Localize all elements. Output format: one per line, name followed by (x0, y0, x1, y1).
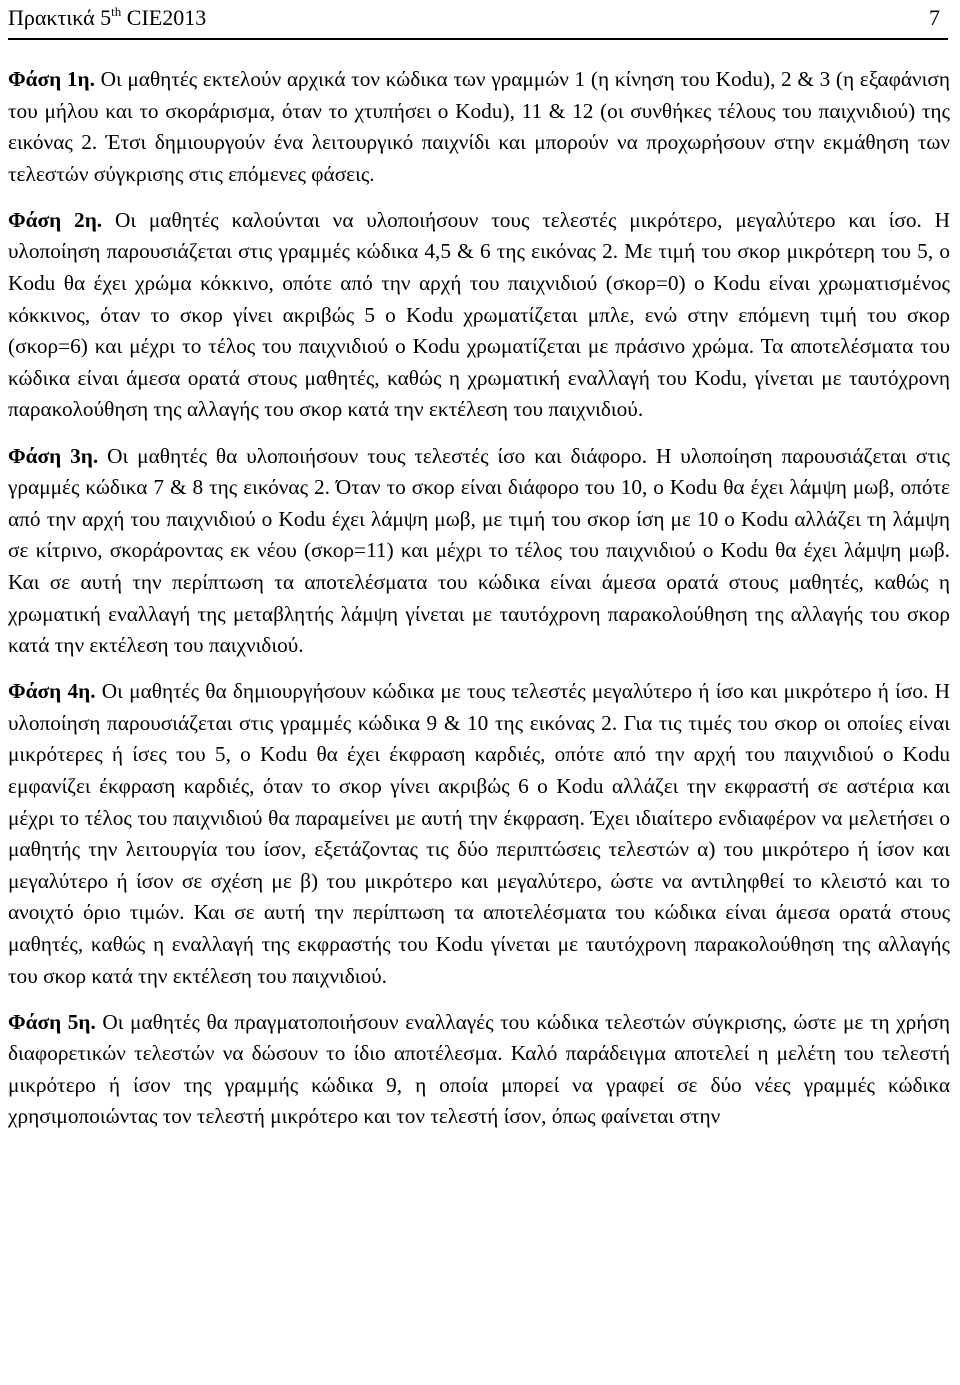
paragraph-phase-5 (8, 1007, 950, 1133)
phase-heading: Φάση 4η. (8, 679, 96, 704)
phase-heading: Φάση 3η. (8, 443, 99, 468)
paragraph-text: Οι μαθητές θα πραγματοποιήσουν εναλλαγές του κώδικα τελεστών σύγκρισης, ώστε με τη χρήση διαφορετικών τελεστών να δώσουν το ίδιο αποτέλεσμα. Καλό παράδειγμα αποτελεί η μελέτη του τελεστή μικρότερο ή ίσον της γραμμής κώδικα 9, η οποία μπορεί να γραφεί σε δύο νέες γραμμές κώδικα χρησιμοποιώντας τον τελεστή μικρότερο και τον τελεστή ίσον, όπως φαίνεται στην (8, 1009, 950, 1129)
running-title: Πρακτικά 5th CIE2013 (8, 4, 207, 30)
paragraph-phase-1 (8, 64, 950, 190)
phase-heading: Φάση 5η. (8, 1009, 96, 1034)
phase-heading: Φάση 2η. (8, 207, 103, 232)
body-text (8, 64, 950, 1148)
page-number: 7 (929, 5, 940, 30)
paragraph-phase-4 (8, 676, 950, 992)
paragraph-phase-2 (8, 205, 950, 426)
header-divider (8, 38, 948, 40)
paragraph-text: Οι μαθητές εκτελούν αρχικά τον κώδικα των γραμμών 1 (η κίνηση του Kodu), 2 & 3 (η εξαφάνιση του μήλου και το σκοράρισμα, όταν το χτυπήσει ο Kodu), 11 & 12 (οι συνθήκες τέλους του παιχνιδιού) της εικόνας 2. Έτσι δημιουργούν ένα λειτουργικό παιχνίδι και μπορούν να προχωρήσουν στην εκμάθηση των τελεστών σύγκρισης στις επόμενες φάσεις. (8, 67, 950, 186)
paragraph-text: Οι μαθητές θα δημιουργήσουν κώδικα με τους τελεστές μεγαλύτερο ή ίσο και μικρότερο ή ίσο. Η υλοποίηση παρουσιάζεται στις γραμμές κώδικα 9 & 10 της εικόνας 2. Για τις τιμές του σκορ οι οποίες είναι μικρότερες ή ίσες του 5, ο Kodu θα έχει έκφραση καρδιές, οπότε από την αρχή του παιχνιδιού ο Kodu εμφανίζει έκφραση καρδιές, όταν το σκορ γίνει ακριβώς 6 ο Kodu αλλάζει την εκφραστή σε αστέρια και μέχρι το τέλος του παιχνιδιού θα παραμείνει με αυτή την έκφραση. Έχει ιδιαίτερο ενδιαφέρον να μελετήσει ο μαθητής την λειτουργία του ίσον, εξετάζοντας τις δύο περιπτώσεις τελεστών α) του μικρότερο ή ίσον και μεγαλύτερο ή ίσον σε σχέση με β) του μικρότερο και μεγαλύτερο, ώστε να αντιληφθεί το κλειστό και το ανοιχτό όριο τιμών. Και σε αυτή την περίπτωση τα αποτελέσματα του κώδικα είναι άμεσα ορατά στους μαθητές, καθώς η εναλλαγή της εκφραστής του Kodu γίνεται με ταυτόχρονη παρακολούθηση της αλλαγής του σκορ κατά την εκτέλεση του παιχνιδιού. (8, 679, 950, 988)
paragraph-phase-3 (8, 441, 950, 662)
paragraph-text: Οι μαθητές καλούνται να υλοποιήσουν τους τελεστές μικρότερο, μεγαλύτερο και ίσο. Η υλοποίηση παρουσιάζεται στις γραμμές κώδικα 4,5 & 6 της εικόνας 2. Με τιμή του σκορ μικρότερη του 5, ο Kodu θα έχει χρώμα κόκκινο, οπότε από την αρχή του παιχνιδιού (σκορ=0) ο Kodu είναι χρωματισμένος κόκκινος, όταν το σκορ γίνει ακριβώς 5 ο Kodu χρωματίζεται μπλε, ενώ στην επόμενη τιμή του σκορ (σκορ=6) και μέχρι το τέλος του παιχνιδιού ο Kodu χρωματίζεται με πράσινο χρώμα. Τα αποτελέσματα του κώδικα είναι άμεσα ορατά στους μαθητές, καθώς η χρωματική εναλλαγή του Kodu, γίνεται με ταυτόχρονη παρακολούθηση της αλλαγής του σκορ κατά την εκτέλεση του παιχνιδιού. (8, 207, 950, 422)
title-superscript: th (111, 4, 122, 19)
phase-heading: Φάση 1η. (8, 67, 95, 91)
page-header (8, 3, 950, 33)
paragraph-text: Οι μαθητές θα υλοποιήσουν τους τελεστές ίσο και διάφορο. Η υλοποίηση παρουσιάζεται στις γραμμές κώδικα 7 & 8 της εικόνας 2. Όταν το σκορ είναι διάφορο του 10, ο Kodu θα έχει λάμψη μωβ, οπότε από την αρχή του παιχνιδιού ο Kodu έχει λάμψη μωβ, με τιμή του σκορ ίση με 10 ο Kodu αλλάζει τη λάμψη σε κίτρινο, σκοράροντας εκ νέου (σκορ=11) και μέχρι το τέλος του παιχνιδιού ο Kodu θα έχει λάμψη μωβ. Και σε αυτή την περίπτωση τα αποτελέσματα του κώδικα είναι άμεσα ορατά στους μαθητές, καθώς η χρωματική εναλλαγή της μεταβλητής λάμψη γίνεται με ταυτόχρονη παρακολούθηση της αλλαγής του σκορ κατά την εκτέλεση του παιχνιδιού. (8, 443, 950, 658)
